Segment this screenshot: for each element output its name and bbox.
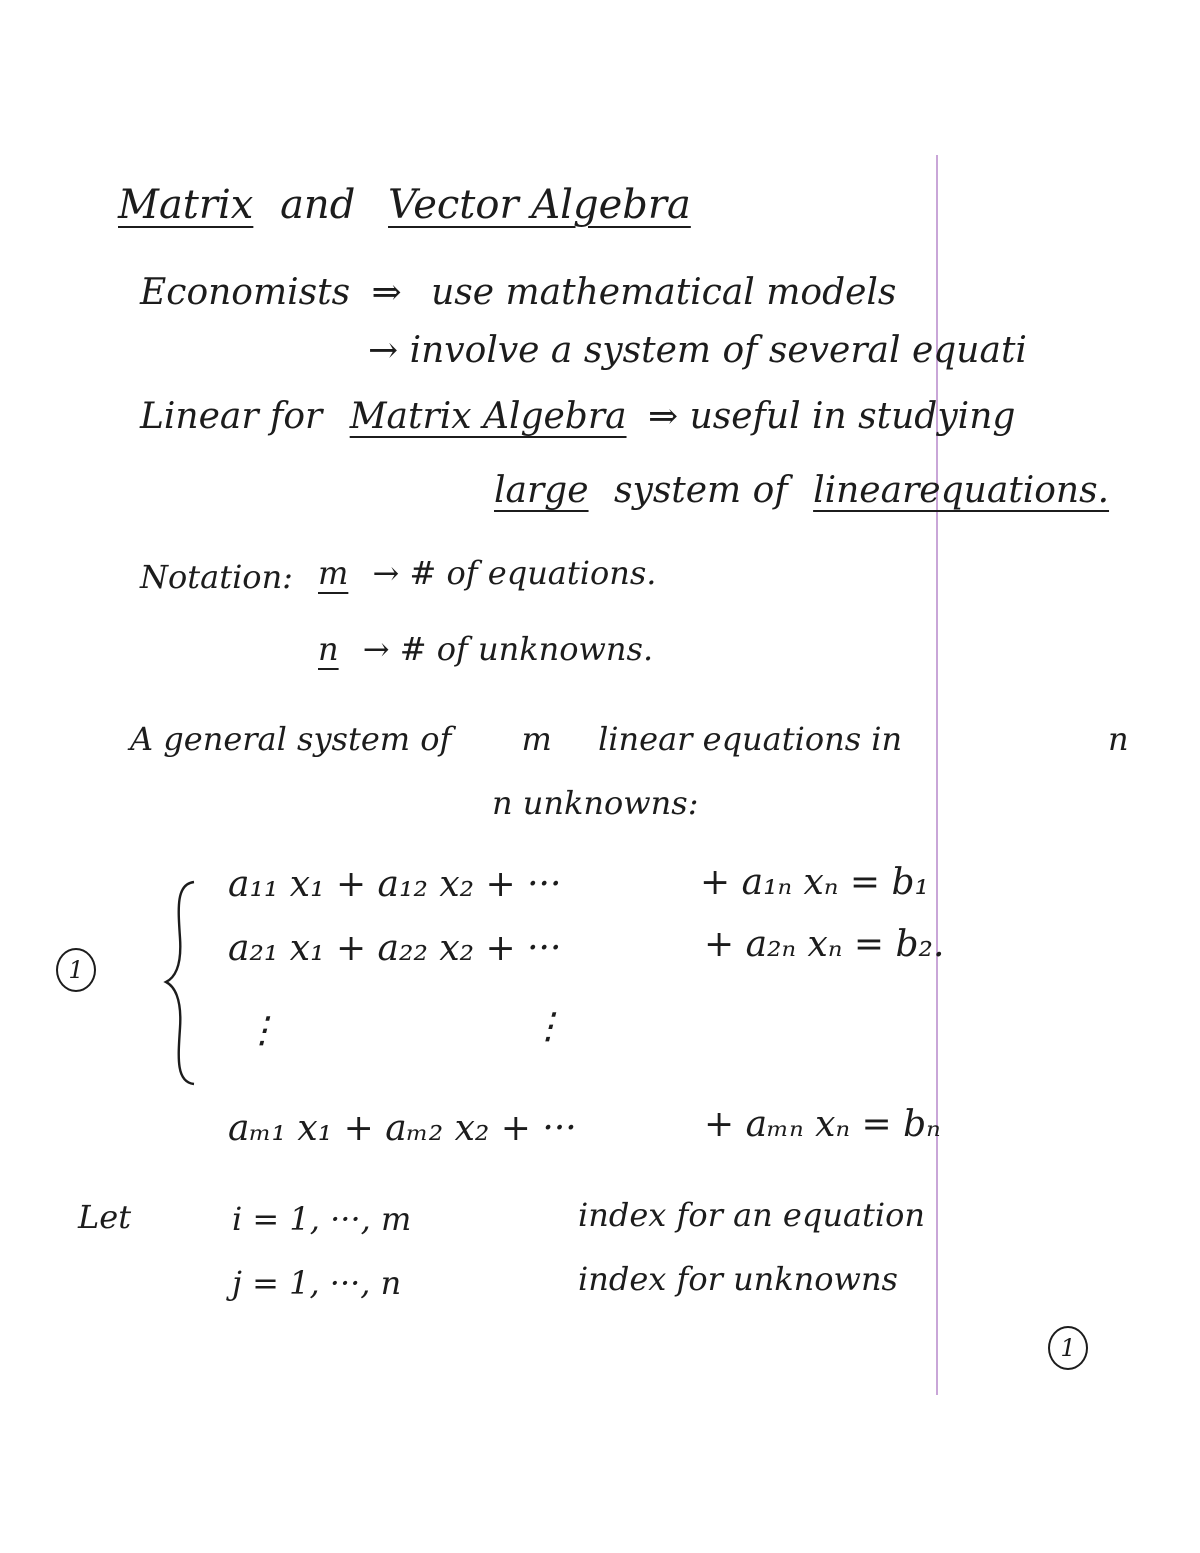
equation-row-m-left: aₘ₁ x₁ + aₘ₂ x₂ + ··· bbox=[228, 1108, 577, 1149]
equation-row-m-right: + aₘₙ xₙ = bₙ bbox=[704, 1104, 941, 1145]
involve-line: → involve a system of several equati bbox=[368, 330, 1027, 371]
left-brace-icon bbox=[160, 878, 200, 1088]
notation-n-row bbox=[318, 630, 653, 668]
m-description: → # of equations. bbox=[372, 554, 657, 592]
general-system-text: A general system of bbox=[130, 720, 452, 758]
economists-line bbox=[140, 272, 896, 313]
matrix-algebra-word: Matrix Algebra bbox=[349, 396, 627, 437]
vdots-left: ⋮ bbox=[244, 1010, 280, 1051]
equation-number-circle bbox=[56, 948, 96, 992]
linear-line bbox=[140, 396, 1015, 437]
linear-equations-in: linear equations in bbox=[598, 720, 903, 758]
j-description: index for unknowns bbox=[578, 1260, 898, 1298]
large-word: large bbox=[494, 470, 589, 511]
implies-arrow: ⇒ bbox=[371, 272, 402, 313]
i-description: index for an equation bbox=[578, 1196, 925, 1234]
system-of: system of bbox=[614, 470, 788, 511]
economists-word: Economists bbox=[140, 272, 351, 313]
equation-number: 1 bbox=[68, 956, 84, 984]
title-and: and bbox=[280, 182, 356, 228]
large-system-line bbox=[494, 470, 1109, 511]
general-n-end: n bbox=[1108, 720, 1129, 758]
equation-row-1-left: a₁₁ x₁ + a₁₂ x₂ + ··· bbox=[228, 864, 562, 905]
notation-m-row bbox=[318, 554, 656, 592]
i-range: i = 1, ···, m bbox=[232, 1200, 412, 1238]
equation-row-2-right: + a₂ₙ xₙ = b₂. bbox=[704, 924, 945, 965]
notation-label: Notation: bbox=[140, 558, 293, 596]
useful-phrase: ⇒ useful in studying bbox=[647, 396, 1016, 437]
title-vector-algebra: Vector Algebra bbox=[388, 182, 691, 228]
j-range: j = 1, ···, n bbox=[232, 1264, 402, 1302]
n-description: → # of unknowns. bbox=[362, 630, 654, 668]
linear-equations-word: linearequations. bbox=[813, 470, 1110, 511]
title-matrix: Matrix bbox=[118, 182, 254, 228]
linear-for: Linear for bbox=[140, 396, 323, 437]
vdots-middle: ⋮ bbox=[530, 1006, 566, 1047]
page-title bbox=[118, 182, 691, 228]
m-symbol: m bbox=[318, 554, 349, 592]
general-m: m bbox=[521, 720, 552, 758]
n-unknowns-line: n unknowns: bbox=[492, 784, 699, 822]
models-phrase: use mathematical models bbox=[431, 272, 897, 313]
general-system-line bbox=[130, 720, 902, 758]
n-symbol: n bbox=[318, 630, 339, 668]
equation-row-2-left: a₂₁ x₁ + a₂₂ x₂ + ··· bbox=[228, 928, 562, 969]
let-label: Let bbox=[78, 1198, 132, 1236]
page-number: 1 bbox=[1060, 1334, 1076, 1362]
equation-row-1-right: + a₁ₙ xₙ = b₁ bbox=[700, 862, 929, 903]
page-number-circle bbox=[1048, 1326, 1088, 1370]
